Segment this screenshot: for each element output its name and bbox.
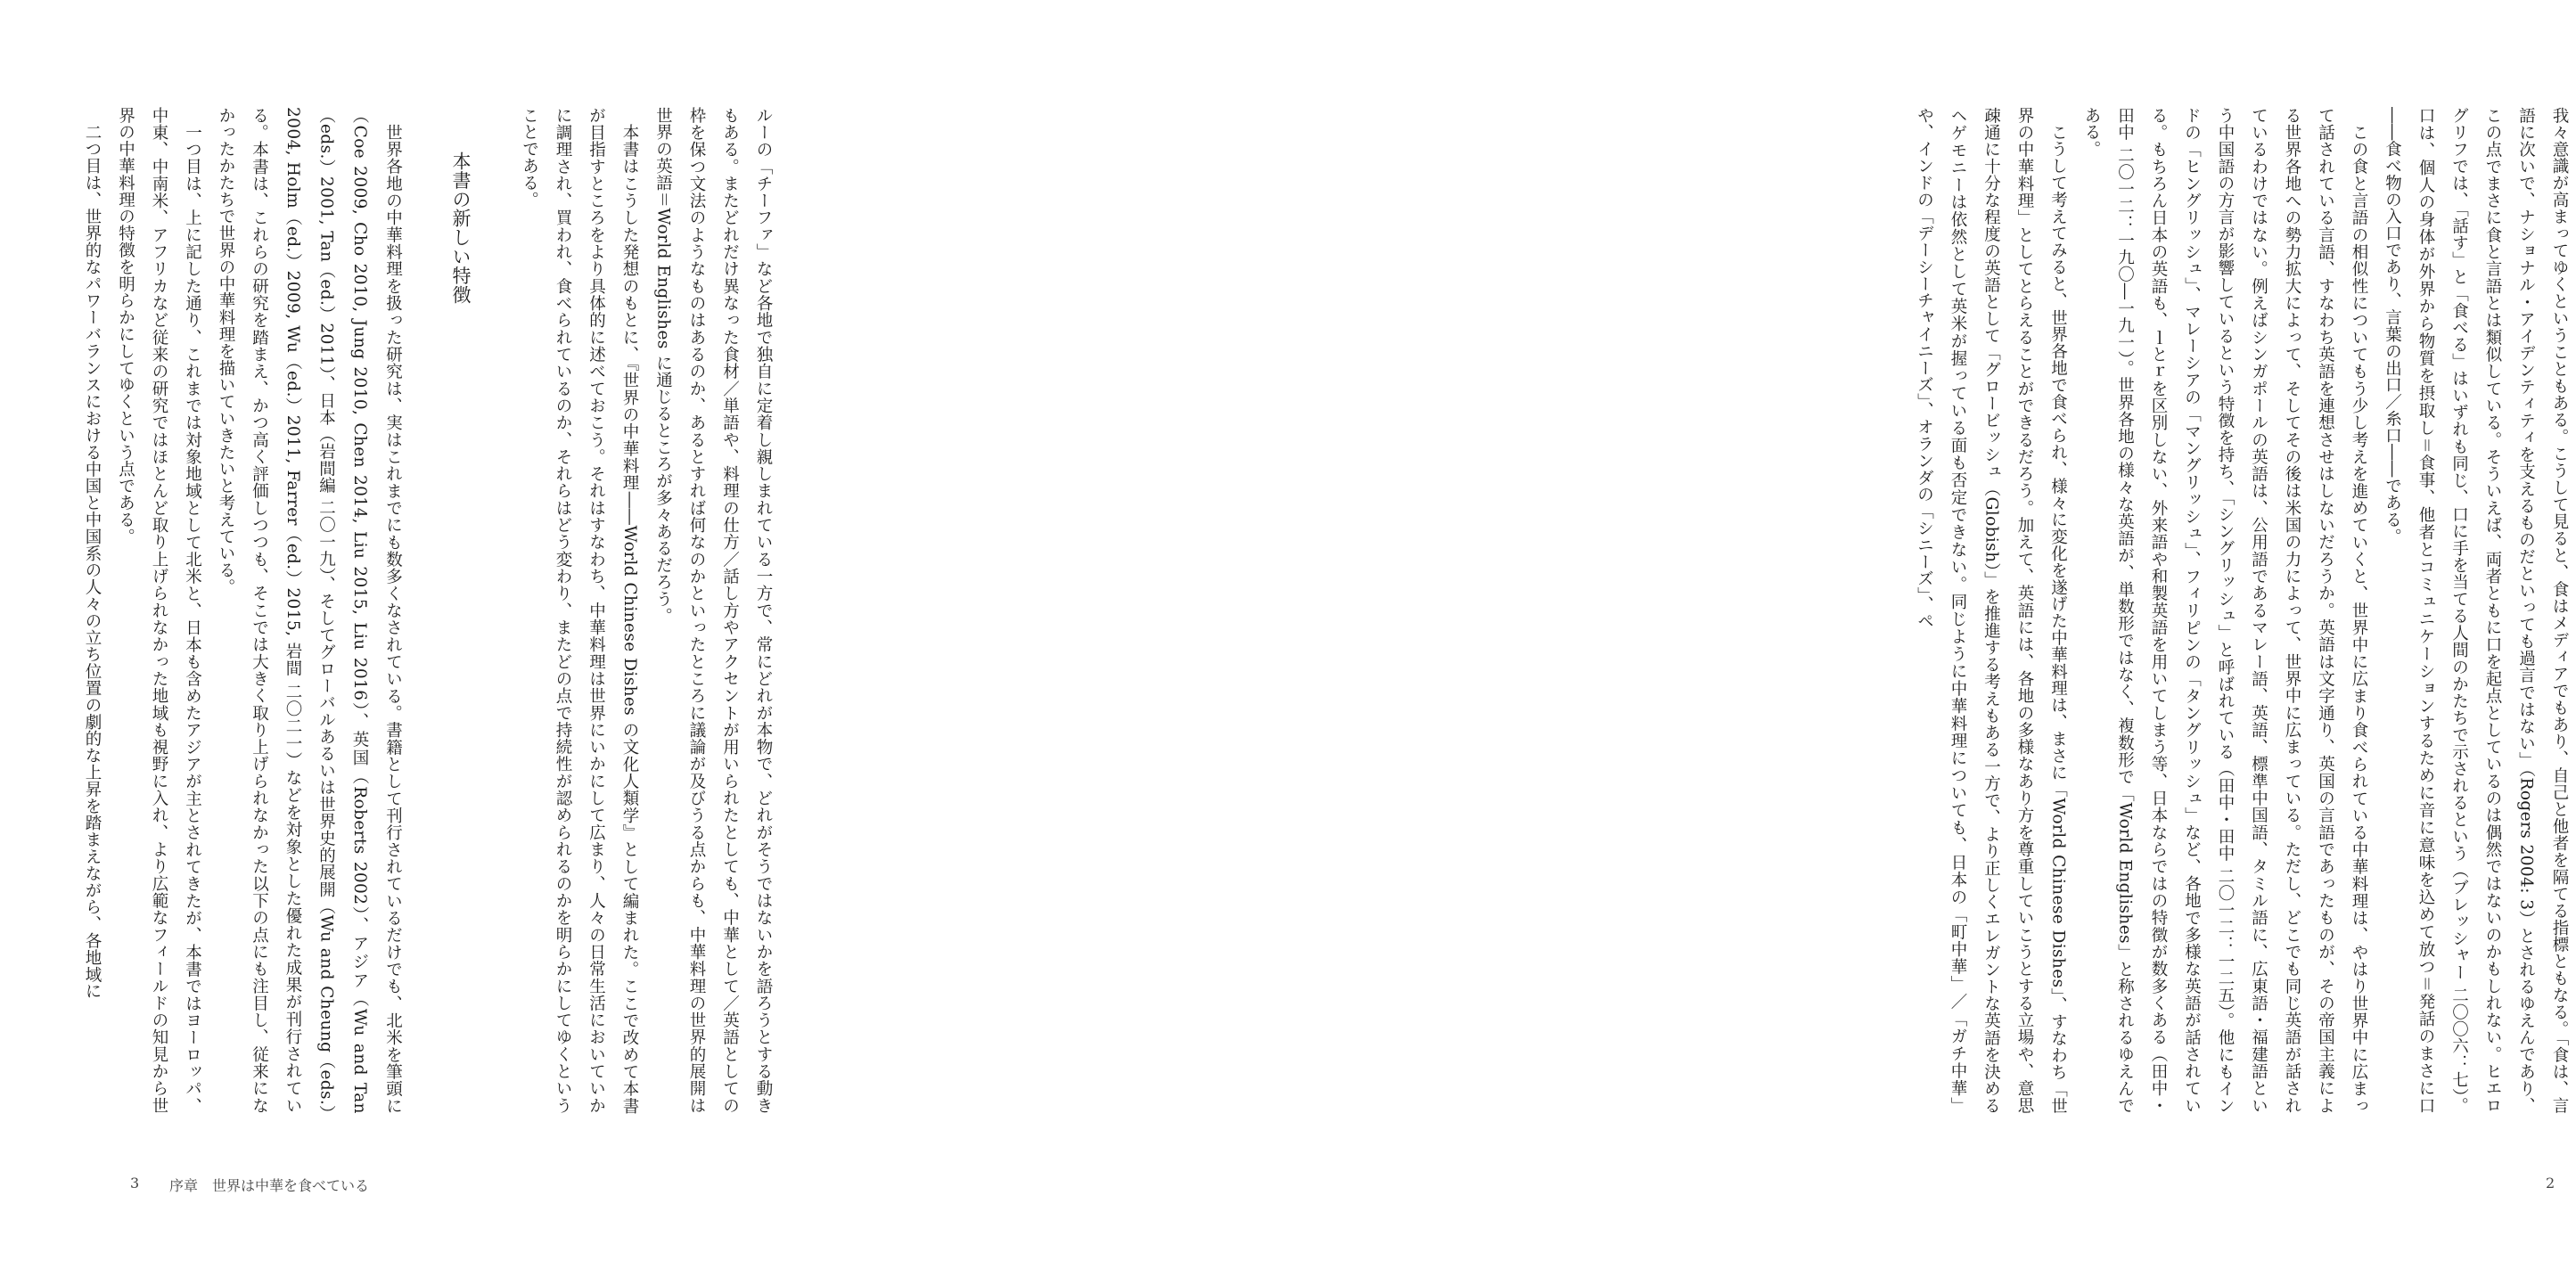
- right-page: [891, 0, 2569, 1261]
- paragraph: 一つ目は、上に記した通り、これまでは対象地域として北米と、日本も含めたアジアが主とされてきたが、本書ではヨーロッパ、中東、中南米、アフリカなど従来の研究ではほとんど取り上げられなかった地域も視野に入れ、より広範なフィールドの知見から世界の中華料理の特徴を明らかにしてゆくという点である。: [116, 107, 202, 1114]
- paragraph: 二つ目は、世界的なパワーバランスにおける中国と中国系の人々の立ち位置の劇的な上昇を踏まえながら、各地域に: [83, 123, 102, 1000]
- running-title: 序章 世界は中華を食べている: [169, 1177, 370, 1194]
- paragraph: この食と言語の相似性についてもう少し考えを進めていくと、世界中に広まり食べられている中華料理は、やはり世界中に広まって話されている言語、すなわち英語を連想させはしないだろうか。英語は文字通り、英国の言語であったものが、その帝国主義による世界各地への勢力拡大によって、そしてその後は米国の力によって、世界中に広まっている。ただし、どこでも同じ英語が話されているわけではない。例えばシンガポールの英語は、公用語であるマレー語、英語、標準中国語、タミル語に、広東語・福建語という中国語の方言が影響しているという特徴を持ち、「シングリッシュ」と呼ばれている（田中・田中 二〇一二：一二五）。他にもインドの「ヒングリッシュ」、マレーシアの「マングリッシュ」、フィリピンの「タングリッシュ」など、各地で多様な英語が話されている。もちろん日本の英語も、ｌとｒを区別しない、外来語や和製英語を用いてしまう等、日本ならではの特徴が数多くある（田中・田中 二〇一二：一九〇―一九一）。世界各地の様々な英語が、単数形ではなく、複数形で「World Englishes」と称されるゆえんである。: [2082, 107, 2368, 1114]
- right-page-body: [1907, 107, 2576, 1114]
- page-number: 3: [130, 1175, 140, 1191]
- left-page: [0, 0, 891, 1261]
- page-number: 2: [2546, 1175, 2555, 1191]
- left-page-body: [83, 107, 780, 1114]
- section-heading: 本書の新しい特徴: [450, 151, 472, 305]
- paragraph: 我々意識が高まってゆくということもある。こうして見ると、食はメディアでもあり、自己と他者を隔てる指標ともなる。「食は、言語に次いで、ナショナル・アイデンティティを支えるものだといっても過言ではない」（Rogers 2004: 3）とされるゆえんであり、この点でまさに食と言語とは類似している。そういえば、両者ともに口を起点としているのは偶然ではないのかもしれない。ヒエログリフでは、「話す」と「食べる」はいずれも同じ、口に手を当てる人間のかたちで示されるという（ブレッシャー 二〇〇六：七）。口は、個人の身体が外界から物質を摂取し＝食事、他者とコミュニケーションするために音に意味を込めて放つ＝発話のまさに口――食べ物の入口であり、言葉の出口／糸口――である。: [2383, 107, 2569, 1114]
- paragraph: ルーの「チーファ」など各地で独自に定着し親しまれている一方で、常にどれが本物で、どれがそうではないかを語ろうとする動きもある。またどれだけ異なった食材／単語や、料理の仕方／話し方やアクセントが用いられたとしても、中華として／英語としての枠を保つ文法のようなものはあるのか、あるとすれば何なのかといったところに議論が及びうる点からも、中華料理の世界的展開は世界の英語＝World Englishes に通じるところが多々あるだろう。: [653, 107, 773, 1114]
- paragraph: こうして考えてみると、世界各地で食べられ、様々に変化を遂げた中華料理は、まさに「World Chinese Dishes」、すなわち「世界の中華料理」としてとらえることができるだろう。加えて、英語には、各地の多様なあり方を尊重していこうとする立場や、意思疎通に十分な程度の英語として「グロービッシュ（Globish）」を推進する考えもある一方で、より正しくエレガントな英語を決めるヘゲモニーは依然として英米が握っている面も否定できない。同じように中華料理についても、日本の「町中華」／「ガチ中華」や、インドの「デーシーチャイニーズ」、オランダの「シニーズ」、ペ: [1915, 107, 2068, 1114]
- paragraph: 世界各地の中華料理を扱った研究は、実はこれまでにも数多くなされている。書籍として刊行されているだけでも、北米を筆頭に（Coe 2009, Cho 2010, Jung 2010, Chen 2014, Liu 2015, Liu 2016）、英国（Roberts 2002）、アジア（Wu and Tan（eds.）2001, Tan（ed.）2011）、日本（岩間編 二〇一九）、そしてグローバルあるいは世界史的展開（Wu and Cheung（eds.）2004, Holm（ed.）2009, Wu（ed.）2011, Farrer（ed.）2015, 岩間 二〇二一）などを対象とした優れた成果が刊行されている。本書は、これらの研究を踏まえ、かつ高く評価しつつも、そこでは大きく取り上げられなかった以下の点にも注目し、従来になかったかたちで世界の中華料理を描いていきたいと考えている。: [217, 107, 403, 1114]
- paragraph: 本書はこうした発想のもとに、『世界の中華料理――World Chinese Dishes の文化人類学』として編まれた。ここで改めて本書が目指すところをより具体的に述べておこう。それはすなわち、中華料理は世界にいかにして広まり、人々の日常生活においていかに調理され、買われ、食べられているのか、それらはどう変わり、またどの点で持続性が認められるのかを明らかにしてゆくということである。: [520, 107, 639, 1114]
